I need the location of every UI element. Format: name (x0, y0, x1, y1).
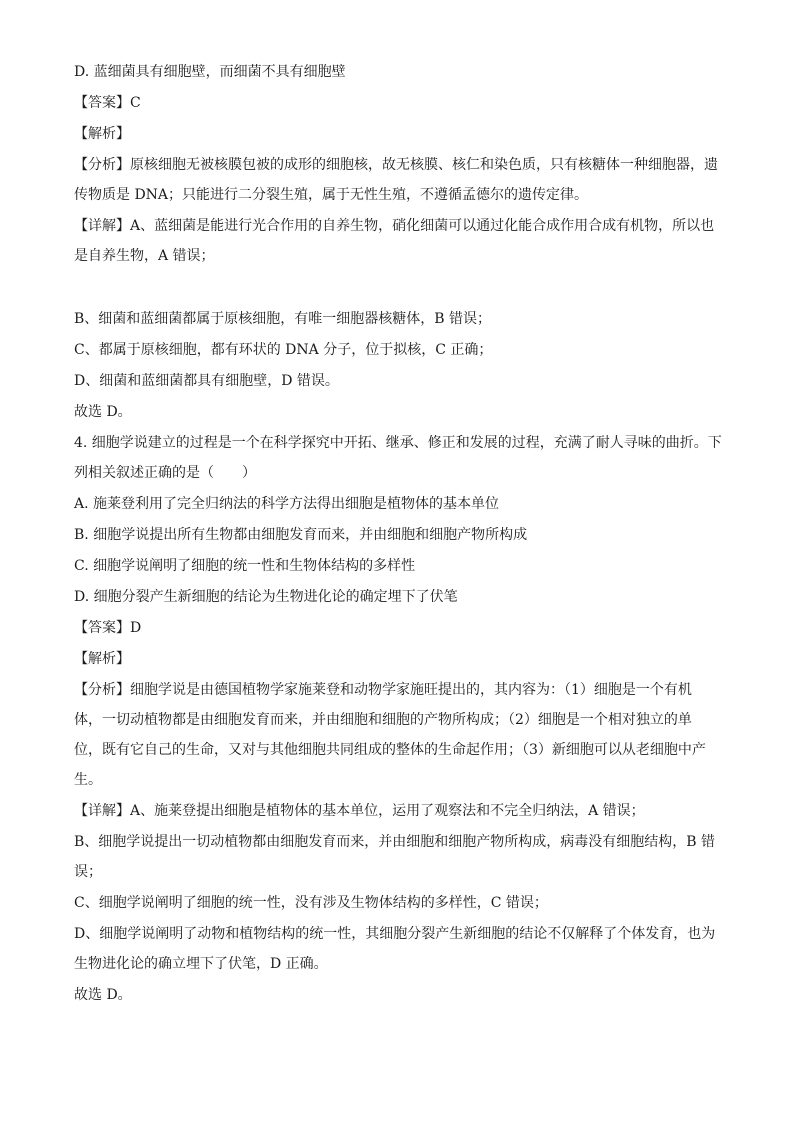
q3-choose: 故选 D。 (74, 404, 132, 420)
q4-explain-d-line-2: 生物进化论的确立埋下了伏笔，D 正确。 (74, 956, 328, 972)
q4-option-d: D. 细胞分裂产生新细胞的结论为生物进化论的确定埋下了伏笔 (74, 589, 458, 605)
q4-stem-line-1: 4. 细胞学说建立的过程是一个在科学探究中开拓、继承、修正和发展的过程，充满了耐人寻味的曲折。下 (74, 435, 722, 451)
q4-answer: 【答案】D (74, 620, 142, 636)
blank-gap (74, 277, 724, 309)
q4-stem-line-2: 列相关叙述正确的是（ ） (74, 465, 256, 481)
q3-fenxi-line-2: 传物质是 DNA；只能进行二分裂生殖，属于无性生殖，不遵循孟德尔的遗传定律。 (74, 187, 589, 203)
document-content (74, 62, 724, 1016)
q4-fenxi-line-2: 体，一切动植物都是由细胞发育而来，并由细胞和细胞的产物所构成；（2）细胞是一个相对独立的单 (74, 712, 692, 728)
q3-analysis-heading: 【解析】 (74, 126, 130, 142)
q3-answer: 【答案】C (74, 95, 141, 111)
q4-explain-d-line-1: D、细胞学说阐明了动物和植物结构的统一性，其细胞分裂产生新细胞的结论不仅解释了个体发育，也为 (74, 926, 716, 942)
q4-explain-b-line-1: B、细胞学说提出一切动植物都由细胞发育而来，并由细胞和细胞产物所构成，病毒没有细胞结构，B 错 (74, 834, 716, 850)
q4-option-b: B. 细胞学说提出所有生物都由细胞发育而来，并由细胞和细胞产物所构成 (74, 527, 528, 543)
q4-xiangjie-a: 【详解】A、施莱登提出细胞是植物体的基本单位，运用了观察法和不完全归纳法，A 错误； (74, 803, 645, 819)
q3-xiangjie-paragraph (74, 216, 724, 266)
q3-fenxi-paragraph (74, 155, 724, 205)
q4-fenxi-paragraph (74, 680, 724, 790)
q3-option-d: D. 蓝细菌具有细胞壁，而细菌不具有细胞壁 (74, 64, 346, 80)
q4-fenxi-line-1: 【分析】细胞学说是由德国植物学家施莱登和动物学家施旺提出的，其内容为：（1）细胞是一个有机 (74, 682, 692, 698)
q4-analysis-heading: 【解析】 (74, 651, 130, 667)
q4-explain-c: C、细胞学说阐明了细胞的统一性，没有涉及生物体结构的多样性，C 错误； (74, 895, 548, 911)
q3-xiangjie-line-2: 是自养生物，A 错误； (74, 248, 215, 264)
q4-fenxi-line-3: 位，既有它自己的生命，又对与其他细胞共同组成的整体的生命起作用；（3）新细胞可以从老细胞中产 (74, 742, 706, 758)
q3-explain-b: B、细菌和蓝细菌都属于原核细胞，有唯一细胞器核糖体，B 错误； (74, 311, 492, 327)
q4-explain-b-line-2: 误； (74, 864, 102, 880)
q3-fenxi-line-1: 【分析】原核细胞无被核膜包被的成形的细胞核，故无核膜、核仁和染色质，只有核糖体一种细胞器，遗 (74, 157, 718, 173)
q3-xiangjie-line-1: 【详解】A、蓝细菌是能进行光合作用的自养生物，硝化细菌可以通过化能合成作用合成有机物，所以也 (74, 218, 715, 234)
q3-explain-c: C、都属于原核细胞，都有环状的 DNA 分子，位于拟核，C 正确； (74, 342, 493, 358)
q4-explain-d (74, 924, 724, 974)
q4-option-c: C. 细胞学说阐明了细胞的统一性和生物体结构的多样性 (74, 558, 416, 574)
q4-option-a: A. 施莱登利用了完全归纳法的科学方法得出细胞是植物体的基本单位 (74, 496, 500, 512)
q4-fenxi-line-4: 生。 (74, 772, 102, 788)
q4-stem (74, 433, 724, 483)
q4-explain-b (74, 832, 724, 882)
q3-explain-d: D、细菌和蓝细菌都具有细胞壁，D 错误。 (74, 373, 339, 389)
q4-choose: 故选 D。 (74, 987, 132, 1003)
